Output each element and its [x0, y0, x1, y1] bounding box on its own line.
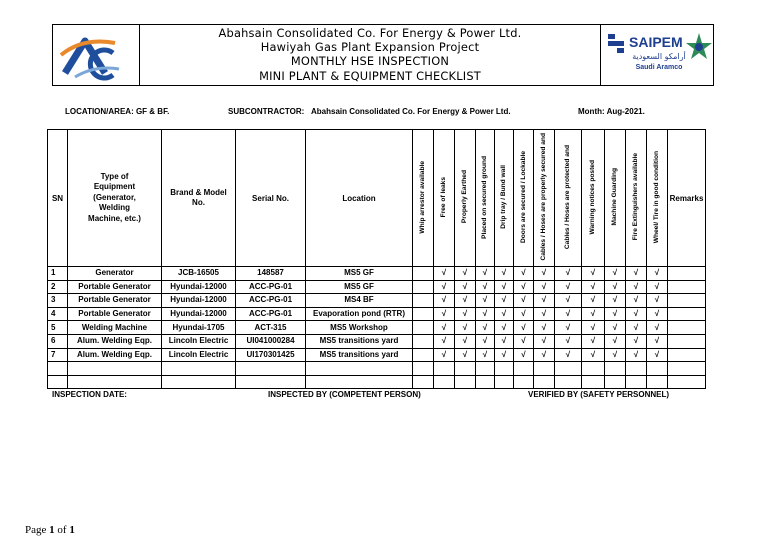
cell-check: √ [647, 280, 668, 294]
cell-check [495, 375, 514, 389]
cell-brand: Lincoln Electric [162, 348, 236, 362]
project-name: Hawiyah Gas Plant Expansion Project [260, 40, 480, 55]
check-label: Doors are secured / Lockable [519, 151, 527, 243]
cell-check [434, 362, 455, 376]
cell-brand: Hyundai-1705 [162, 321, 236, 335]
cell-check: √ [582, 294, 605, 308]
cell-type [68, 362, 162, 376]
cell-location: MS5 transitions yard [306, 348, 413, 362]
cell-check: √ [455, 267, 476, 281]
verified-by-label: VERIFIED BY (SAFETY PERSONNEL) [528, 390, 670, 399]
cell-sn [48, 362, 68, 376]
cell-check: √ [534, 280, 555, 294]
cell-check: √ [476, 294, 495, 308]
cell-location [306, 362, 413, 376]
cell-serial: ACC-PG-01 [236, 294, 306, 308]
cell-check: √ [495, 334, 514, 348]
col-header-brand: Brand & Model No. [162, 130, 236, 267]
col-header-check [626, 130, 647, 267]
col-header-check [455, 130, 476, 267]
cell-sn: 5 [48, 321, 68, 335]
cell-brand [162, 362, 236, 376]
check-label: Warning notices posted [589, 159, 596, 235]
cell-brand: Hyundai-12000 [162, 307, 236, 321]
cell-check [626, 375, 647, 389]
cell-check: √ [582, 334, 605, 348]
cell-brand: Hyundai-12000 [162, 280, 236, 294]
cell-check [455, 375, 476, 389]
company-name: Abahsain Consolidated Co. For Energy & Power Ltd. [218, 26, 522, 40]
col-header-remarks: Remarks [668, 130, 706, 267]
month: Month: Aug-2021. [578, 107, 645, 116]
cell-serial: ACC-PG-01 [236, 307, 306, 321]
cell-check: √ [626, 280, 647, 294]
col-header-check [434, 130, 455, 267]
cell-check: √ [582, 321, 605, 335]
cell-check: √ [555, 348, 582, 362]
cell-location: MS5 GF [306, 280, 413, 294]
page-current: 1 [49, 524, 55, 536]
cell-remarks [668, 375, 706, 389]
cell-check: √ [647, 334, 668, 348]
check-label: Placed on secured ground [481, 155, 488, 239]
cell-check: √ [582, 307, 605, 321]
cell-check: √ [455, 321, 476, 335]
cell-check: √ [534, 334, 555, 348]
cell-check [413, 362, 434, 376]
cell-check: √ [434, 334, 455, 348]
client-logo-arabic: أرامكو السعودية [632, 52, 686, 61]
cell-check [413, 307, 434, 321]
cell-check [626, 362, 647, 376]
check-label: Wheel/ Tire in good condition [653, 150, 660, 244]
cell-check: √ [455, 280, 476, 294]
cell-check [647, 362, 668, 376]
cell-check [455, 362, 476, 376]
col-header-check [647, 130, 668, 267]
col-header-check [514, 130, 534, 267]
cell-check: √ [555, 307, 582, 321]
cell-type [68, 375, 162, 389]
cell-sn [48, 375, 68, 389]
cell-check: √ [647, 348, 668, 362]
cell-remarks [668, 307, 706, 321]
cell-check: √ [555, 294, 582, 308]
cell-check: √ [555, 321, 582, 335]
cell-check [605, 362, 626, 376]
client-logo [600, 25, 713, 85]
cell-location [306, 375, 413, 389]
equipment-checklist-table [47, 129, 706, 389]
cell-type: Portable Generator [68, 280, 162, 294]
page-of: of [57, 524, 67, 536]
cell-check [495, 362, 514, 376]
cell-check [413, 334, 434, 348]
cell-remarks [668, 321, 706, 335]
cell-location: MS5 GF [306, 267, 413, 281]
cell-location: MS4 BF [306, 294, 413, 308]
table-row [48, 267, 706, 281]
table-row [48, 307, 706, 321]
cell-serial: UI170301425 [236, 348, 306, 362]
check-label: Cables / Hoses are properly secured and [540, 133, 547, 261]
cell-check: √ [476, 267, 495, 281]
cell-check: √ [514, 294, 534, 308]
cell-check: √ [605, 267, 626, 281]
cell-brand: Lincoln Electric [162, 334, 236, 348]
cell-type: Welding Machine [68, 321, 162, 335]
cell-check [514, 362, 534, 376]
cell-check: √ [434, 267, 455, 281]
cell-check [555, 375, 582, 389]
cell-check [514, 375, 534, 389]
cell-check: √ [626, 334, 647, 348]
cell-check: √ [434, 307, 455, 321]
cell-check: √ [605, 348, 626, 362]
cell-check: √ [647, 321, 668, 335]
col-header-check [495, 130, 514, 267]
page-total: 1 [69, 524, 75, 536]
cell-check: √ [626, 294, 647, 308]
cell-remarks [668, 294, 706, 308]
cell-location: MS5 Workshop [306, 321, 413, 335]
cell-check: √ [647, 294, 668, 308]
cell-brand: Hyundai-12000 [162, 294, 236, 308]
cell-check [534, 362, 555, 376]
cell-check: √ [434, 280, 455, 294]
cell-remarks [668, 362, 706, 376]
client-logo-text: SAIPEM [629, 34, 683, 50]
cell-check [413, 280, 434, 294]
cell-check: √ [534, 294, 555, 308]
cell-sn: 3 [48, 294, 68, 308]
cell-check: √ [626, 307, 647, 321]
table-header-row [48, 130, 706, 267]
check-label: Whip arrestor available [419, 160, 426, 234]
table-row [48, 334, 706, 348]
cell-check: √ [495, 294, 514, 308]
cell-check [413, 267, 434, 281]
check-label: Cables / Hoses are protected and [564, 144, 571, 250]
cell-check: √ [455, 334, 476, 348]
check-label: Drip tray / Bund wall [500, 165, 507, 229]
col-header-type: Type of Equipment (Generator, Welding Machine, etc.) [68, 130, 162, 267]
cell-serial: ACC-PG-01 [236, 280, 306, 294]
cell-check [582, 375, 605, 389]
cell-check: √ [514, 321, 534, 335]
col-header-check [476, 130, 495, 267]
checklist-name: MINI PLANT & EQUIPMENT CHECKLIST [259, 68, 481, 83]
inspected-by-label: INSPECTED BY (COMPETENT PERSON) [268, 390, 421, 399]
cell-check: √ [534, 267, 555, 281]
cell-check: √ [495, 307, 514, 321]
col-header-check [555, 130, 582, 267]
cell-check: √ [647, 307, 668, 321]
cell-type: Alum. Welding Eqp. [68, 334, 162, 348]
cell-check: √ [495, 267, 514, 281]
cell-check: √ [476, 334, 495, 348]
check-label: Machine Guarding [611, 168, 618, 226]
col-header-serial: Serial No. [236, 130, 306, 267]
col-header-sn: SN [48, 130, 68, 267]
cell-check: √ [476, 348, 495, 362]
cell-brand: JCB-16505 [162, 267, 236, 281]
table-row [48, 375, 706, 389]
cell-check [555, 362, 582, 376]
table-row [48, 294, 706, 308]
table-row [48, 280, 706, 294]
cell-sn: 6 [48, 334, 68, 348]
table-row [48, 348, 706, 362]
col-header-check [534, 130, 555, 267]
cell-check: √ [476, 280, 495, 294]
col-header-check [413, 130, 434, 267]
check-label: Free of leaks [440, 176, 447, 218]
cell-check: √ [555, 267, 582, 281]
cell-check: √ [476, 321, 495, 335]
page-label: Page [25, 524, 47, 536]
cell-check: √ [514, 280, 534, 294]
cell-check: √ [605, 280, 626, 294]
cell-check: √ [434, 294, 455, 308]
cell-serial [236, 375, 306, 389]
cell-serial: ACT-315 [236, 321, 306, 335]
cell-check [413, 294, 434, 308]
cell-serial: UI041000284 [236, 334, 306, 348]
cell-check: √ [495, 321, 514, 335]
cell-check [413, 321, 434, 335]
cell-check: √ [605, 321, 626, 335]
cell-check: √ [434, 348, 455, 362]
check-label: Properly Earthed [461, 170, 468, 224]
cell-check: √ [434, 321, 455, 335]
cell-check: √ [582, 280, 605, 294]
cell-serial [236, 362, 306, 376]
table-row [48, 362, 706, 376]
cell-check: √ [534, 307, 555, 321]
cell-check: √ [582, 348, 605, 362]
cell-check: √ [455, 307, 476, 321]
cell-check: √ [582, 267, 605, 281]
table-row [48, 321, 706, 335]
cell-check [605, 375, 626, 389]
page-number [25, 524, 75, 536]
cell-remarks [668, 334, 706, 348]
cell-sn: 2 [48, 280, 68, 294]
cell-remarks [668, 348, 706, 362]
cell-check [534, 375, 555, 389]
cell-check: √ [476, 307, 495, 321]
cell-check: √ [626, 348, 647, 362]
cell-type: Portable Generator [68, 307, 162, 321]
location-area: LOCATION/AREA: GF & BF. [65, 107, 170, 116]
cell-check: √ [626, 267, 647, 281]
aramco-star-icon [686, 33, 712, 59]
cell-check [582, 362, 605, 376]
cell-check [413, 348, 434, 362]
cell-check: √ [534, 321, 555, 335]
cell-location: MS5 transitions yard [306, 334, 413, 348]
cell-check: √ [514, 307, 534, 321]
cell-check: √ [605, 334, 626, 348]
cell-check: √ [555, 280, 582, 294]
cell-remarks [668, 280, 706, 294]
cell-check: √ [495, 280, 514, 294]
cell-check: √ [514, 267, 534, 281]
cell-remarks [668, 267, 706, 281]
report-name: MONTHLY HSE INSPECTION [290, 54, 450, 69]
cell-check: √ [495, 348, 514, 362]
cell-check: √ [455, 294, 476, 308]
cell-check: √ [514, 348, 534, 362]
cell-check: √ [647, 267, 668, 281]
inspection-date-label: INSPECTION DATE: [52, 390, 127, 399]
client-logo-sub: Saudi Aramco [635, 64, 683, 71]
check-label: Fire Extinguishers available [632, 153, 639, 241]
cell-check [647, 375, 668, 389]
subcontractor-value: Abahsain Consolidated Co. For Energy & Power Ltd. [311, 107, 511, 116]
col-header-check [605, 130, 626, 267]
cell-sn: 7 [48, 348, 68, 362]
subcontractor-label: SUBCONTRACTOR: [228, 107, 305, 116]
cell-brand [162, 375, 236, 389]
cell-sn: 4 [48, 307, 68, 321]
cell-check [434, 375, 455, 389]
cell-check [413, 375, 434, 389]
cell-check: √ [534, 348, 555, 362]
cell-type: Portable Generator [68, 294, 162, 308]
cell-type: Generator [68, 267, 162, 281]
cell-check: √ [455, 348, 476, 362]
cell-check: √ [605, 307, 626, 321]
cell-check [476, 362, 495, 376]
company-logo [53, 25, 140, 85]
document-header [52, 24, 714, 86]
cell-check: √ [555, 334, 582, 348]
cell-check: √ [514, 334, 534, 348]
cell-sn: 1 [48, 267, 68, 281]
cell-location: Evaporation pond (RTR) [306, 307, 413, 321]
cell-type: Alum. Welding Eqp. [68, 348, 162, 362]
cell-serial: 148587 [236, 267, 306, 281]
cell-check: √ [605, 294, 626, 308]
cell-check [476, 375, 495, 389]
col-header-location: Location [306, 130, 413, 267]
col-header-check [582, 130, 605, 267]
cell-check: √ [626, 321, 647, 335]
